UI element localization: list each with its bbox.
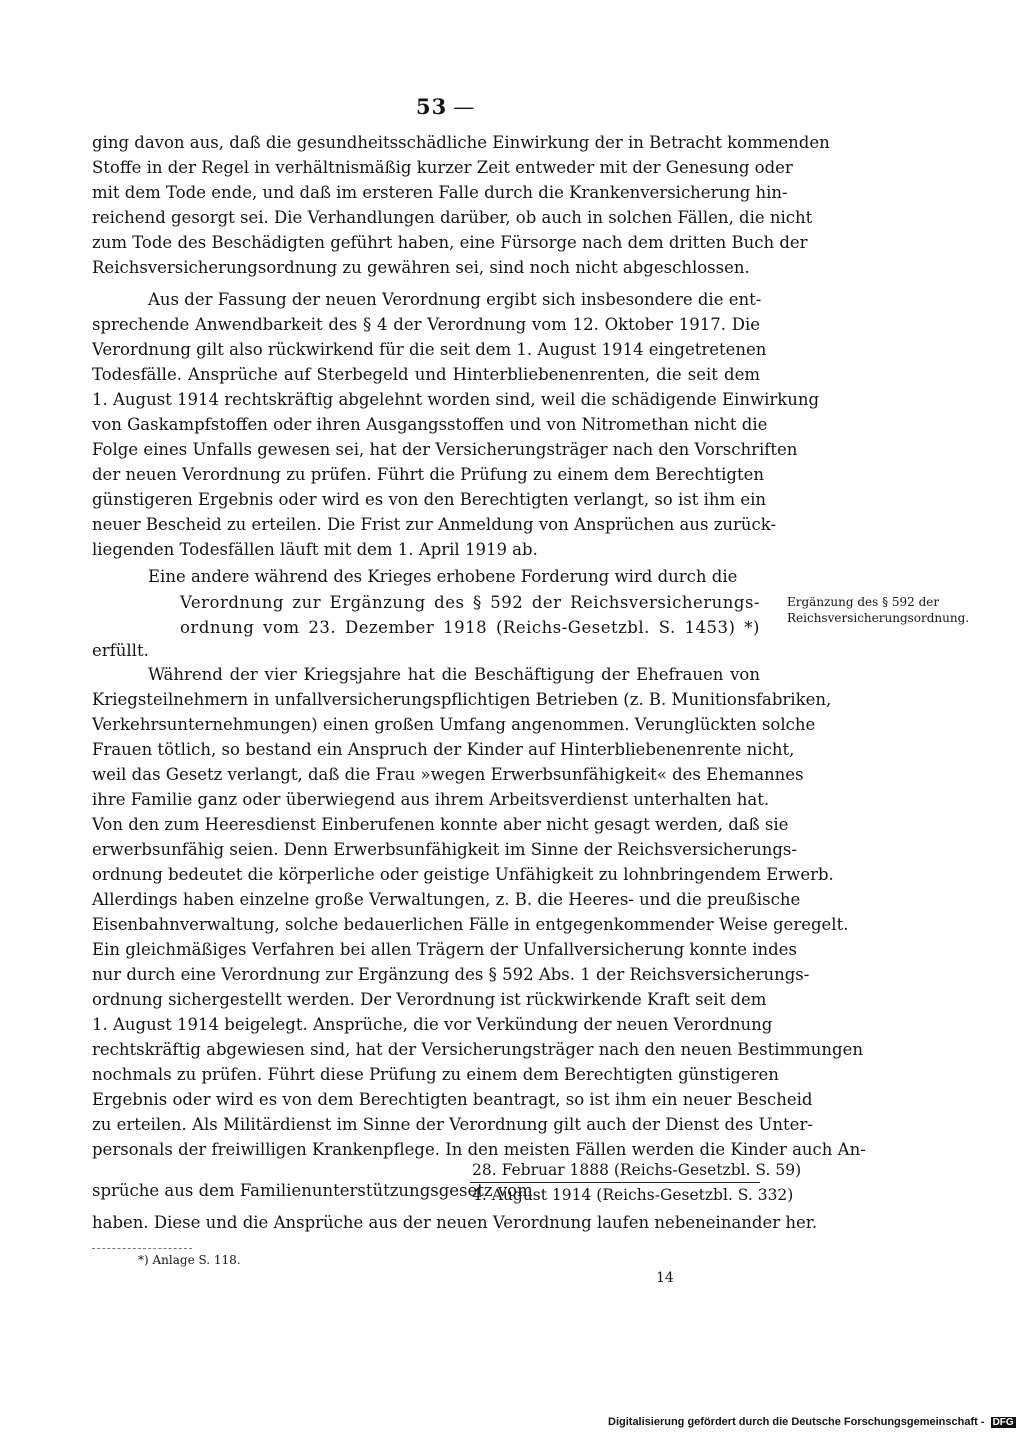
date-fraction — [470, 1160, 802, 1206]
text-line: ordnung sichergestellt werden. Der Verordnung ist rückwirkende Kraft seit dem — [92, 990, 767, 1009]
text-line: Reichsversicherungsordnung zu gewähren sei, sind noch nicht abgeschlossen. — [92, 258, 750, 277]
text-line: rechtskräftig abgewiesen sind, hat der Versicherungsträger nach den neuen Bestimmungen — [92, 1040, 863, 1059]
text-line: weil das Gesetz verlangt, daß die Frau »wegen Erwerbsunfähigkeit« des Ehemannes — [92, 765, 804, 784]
margin-note — [787, 594, 987, 626]
page-number-value: 53 — [416, 94, 448, 119]
text-line: mit dem Tode ende, und daß im ersteren Falle durch die Krankenversicherung hin- — [92, 183, 788, 202]
signature-mark: 14 — [656, 1270, 674, 1286]
text-line: Allerdings haben einzelne große Verwaltungen, z. B. die Heeres- und die preußische — [92, 890, 801, 909]
text-line: 1. August 1914 rechtskräftig abgelehnt worden sind, weil die schädigende Einwirkung — [92, 390, 820, 409]
text-line: zum Tode des Beschädigten geführt haben, eine Fürsorge nach dem dritten Buch der — [92, 233, 808, 252]
margin-note-line: Reichsversicherungsordnung. — [787, 611, 970, 625]
fraction-denominator: 4. August 1914 (Reichs-Gesetzbl. S. 332) — [472, 1186, 794, 1204]
text-line: von Gaskampfstoffen oder ihren Ausgangsstoffen und von Nitromethan nicht die — [92, 415, 768, 434]
text-line: haben. Diese und die Ansprüche aus der neuen Verordnung laufen nebeneinander her. — [92, 1213, 818, 1232]
fraction-line-text: sprüche aus dem Familienunterstützungsgesetz vom — [92, 1181, 533, 1200]
dfg-logo: DFG — [992, 1417, 1014, 1428]
margin-note-line: Ergänzung des § 592 der — [787, 595, 940, 609]
page-number-dash: — — [453, 95, 476, 119]
footnote-divider — [92, 1248, 192, 1249]
text-line: nur durch eine Verordnung zur Ergänzung des § 592 Abs. 1 der Reichsversicherungs- — [92, 965, 810, 984]
text-line: zu erteilen. Als Militärdienst im Sinne der Verordnung gilt auch der Dienst des Unter- — [92, 1115, 813, 1134]
text-line: Ein gleichmäßiges Verfahren bei allen Trägern der Unfallversicherung konnte indes — [92, 940, 797, 959]
text-line: ihre Familie ganz oder überwiegend aus ihrem Arbeitsverdienst unterhalten hat. — [92, 790, 770, 809]
page-number — [416, 94, 475, 119]
text-line: 1. August 1914 beigelegt. Ansprüche, die vor Verkündung der neuen Verordnung — [92, 1015, 773, 1034]
text-line: Ergebnis oder wird es von dem Berechtigten beantragt, so ist ihm ein neuer Bescheid — [92, 1090, 813, 1109]
text-line: Folge eines Unfalls gewesen sei, hat der Versicherungsträger nach den Vorschriften — [92, 440, 798, 459]
fraction-numerator: 28. Februar 1888 (Reichs-Gesetzbl. S. 59) — [470, 1160, 760, 1183]
text-line-spaced: ordnung vom 23. Dezember 1918 (Reichs-Gesetzbl. S. 1453) *) — [180, 618, 760, 637]
text-line: neuer Bescheid zu erteilen. Die Frist zur Anmeldung von Ansprüchen aus zurück- — [92, 515, 777, 534]
text-line: ging davon aus, daß die gesundheitsschädliche Einwirkung der in Betracht kommenden — [92, 133, 830, 152]
text-line: Aus der Fassung der neuen Verordnung ergibt sich insbesondere die ent- — [148, 290, 762, 309]
text-line: ordnung bedeutet die körperliche oder geistige Unfähigkeit zu lohnbringendem Erwerb. — [92, 865, 834, 884]
text-line: Während der vier Kriegsjahre hat die Beschäftigung der Ehefrauen von — [148, 665, 760, 684]
text-line: sprechende Anwendbarkeit des § 4 der Verordnung vom 12. Oktober 1917. Die — [92, 315, 760, 334]
text-line: Kriegsteilnehmern in unfallversicherungspflichtigen Betrieben (z. B. Munitionsfabriken, — [92, 690, 832, 709]
text-line: nochmals zu prüfen. Führt diese Prüfung zu einem dem Berechtigten günstigeren — [92, 1065, 779, 1084]
text-line: erfüllt. — [92, 641, 149, 660]
footer-text: Digitalisierung gefördert durch die Deutsche Forschungsgemeinschaft - — [608, 1416, 985, 1428]
text-line: Frauen tötlich, so bestand ein Anspruch der Kinder auf Hinterbliebenenrente nicht, — [92, 740, 795, 759]
text-line: Stoffe in der Regel in verhältnismäßig kurzer Zeit entweder mit der Genesung oder — [92, 158, 793, 177]
text-line: Verkehrsunternehmungen) einen großen Umfang angenommen. Verunglückten solche — [92, 715, 816, 734]
text-line: erwerbsunfähig seien. Denn Erwerbsunfähigkeit im Sinne der Reichsversicherungs- — [92, 840, 797, 859]
digitization-footer — [608, 1416, 1016, 1428]
text-line: Todesfälle. Ansprüche auf Sterbegeld und Hinterbliebenenrenten, die seit dem — [92, 365, 760, 384]
text-line: der neuen Verordnung zu prüfen. Führt die Prüfung zu einem dem Berechtigten — [92, 465, 764, 484]
text-line: personals der freiwilligen Krankenpflege. In den meisten Fällen werden die Kinder auch An- — [92, 1140, 866, 1159]
text-line: liegenden Todesfällen läuft mit dem 1. April 1919 ab. — [92, 540, 538, 559]
text-line: reichend gesorgt sei. Die Verhandlungen darüber, ob auch in solchen Fällen, die nicht — [92, 208, 813, 227]
text-line: günstigeren Ergebnis oder wird es von den Berechtigten verlangt, so ist ihm ein — [92, 490, 767, 509]
footnote: *) Anlage S. 118. — [138, 1253, 241, 1267]
text-line: Eine andere während des Krieges erhobene Forderung wird durch die — [148, 567, 738, 586]
text-line: Verordnung gilt also rückwirkend für die seit dem 1. August 1914 eingetretenen — [92, 340, 767, 359]
text-line: Von den zum Heeresdienst Einberufenen konnte aber nicht gesagt werden, daß sie — [92, 815, 789, 834]
text-line: Eisenbahnverwaltung, solche bedauerlichen Fälle in entgegenkommender Weise geregelt. — [92, 915, 849, 934]
text-line-spaced: Verordnung zur Ergänzung des § 592 der Reichsversicherungs- — [180, 593, 760, 612]
